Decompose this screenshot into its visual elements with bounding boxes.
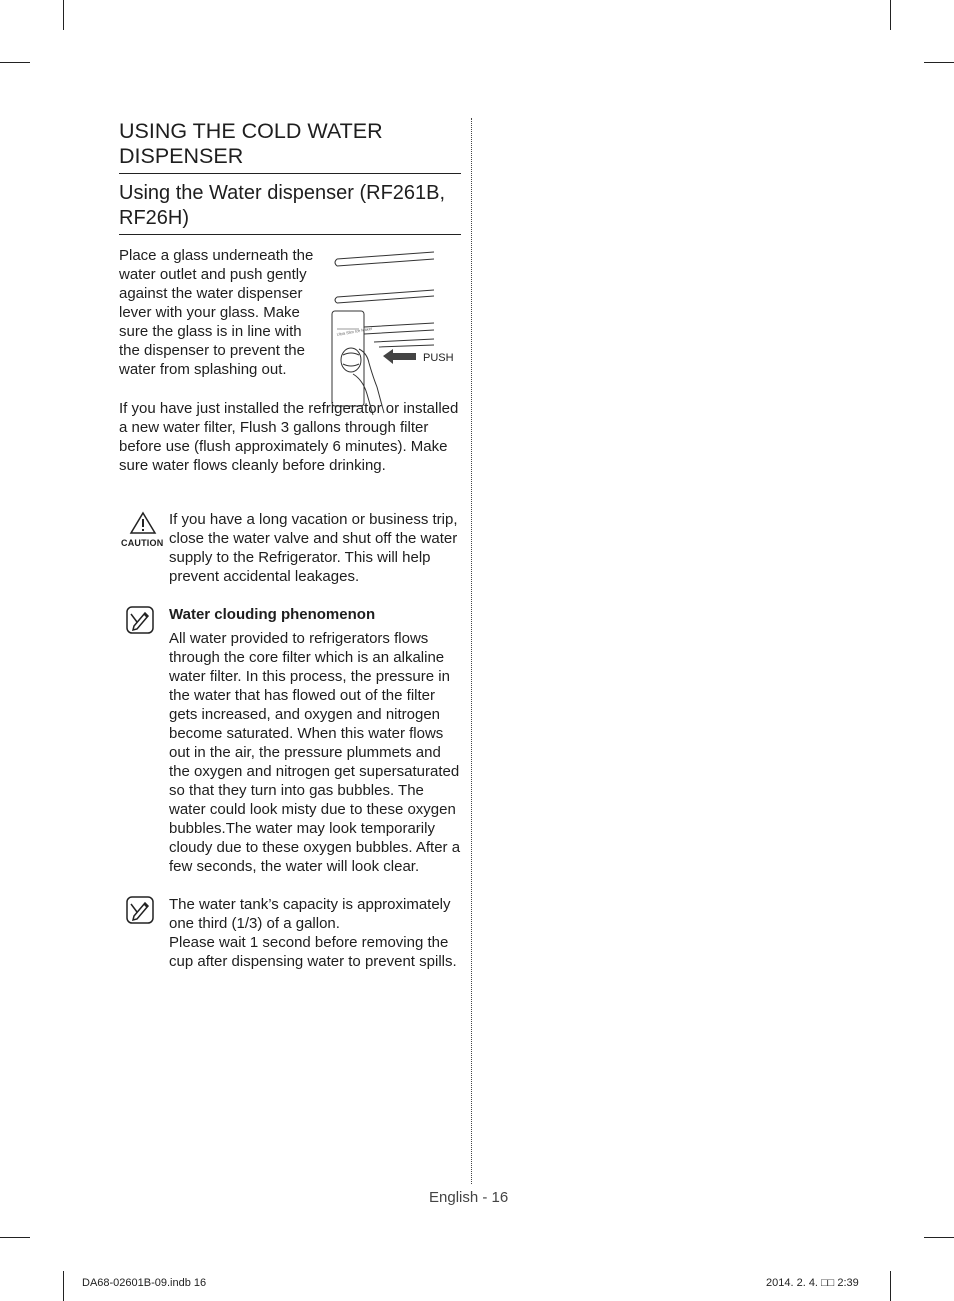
crop-mark [0, 1237, 30, 1238]
caution-label: CAUTION [121, 538, 164, 548]
crop-mark [63, 1271, 64, 1301]
crop-mark [890, 0, 891, 30]
crop-mark [890, 1271, 891, 1301]
footer-file-info: DA68-02601B-09.indb 16 [82, 1277, 207, 1289]
crop-mark [924, 1237, 954, 1238]
dispenser-drawing [329, 247, 469, 417]
column-divider [471, 118, 472, 1184]
panel-label: Ultra Slim Ice Maker [336, 325, 373, 337]
push-label: PUSH [423, 352, 454, 364]
intro-paragraph: Place a glass underneath the water outlet and push gently against the water dispenser lever with your glass. Make sure the glass is in line with the dispenser to prevent the water from splashing out. [119, 247, 314, 378]
crop-mark [0, 62, 30, 63]
left-column [119, 114, 461, 970]
caution-text: If you have a long vacation or business trip, close the water valve and shut off the water supply to the Refrigerator. This will help prevent accidental leakages. [169, 511, 458, 585]
crop-mark [63, 0, 64, 30]
note-title: Water clouding phenomenon [169, 606, 376, 623]
footer-timestamp: 2014. 2. 4. □□ 2:39 [766, 1277, 859, 1289]
note-pencil-icon [119, 605, 167, 645]
section-title: USING THE COLD WATER DISPENSER [119, 119, 461, 174]
caution-icon [119, 510, 167, 550]
push-arrow-icon [383, 349, 416, 364]
crop-mark [924, 62, 954, 63]
subsection-title: Using the Water dispenser (RF261B, RF26H) [119, 181, 461, 235]
note-pencil-icon [119, 895, 167, 935]
note-text: Please wait 1 second before removing the cup after dispensing water to prevent spills. [169, 934, 457, 970]
note-text: The water tank’s capacity is approximately one third (1/3) of a gallon. [169, 896, 451, 932]
flush-paragraph: If you have just installed the refrigerator or installed a new water filter, Flush 3 gallons through filter before use (flush approximately 6 minutes). Make sure water flows cleanly before drinking. [119, 400, 459, 474]
dispenser-illustration [329, 247, 469, 417]
page-number: English - 16 [429, 1189, 509, 1206]
note-text: All water provided to refrigerators flows through the core filter which is an alkaline water filter. In this process, the pressure in the water that has flowed out of the filter gets increased, and oxygen and nitrogen become saturated. When this water flows out in the air, the pressure plummets and the oxygen and nitrogen get supersaturated so that they turn into gas bubbles. The water could look misty due to these oxygen bubbles.The water may look temporarily cloudy due to these oxygen bubbles. After a few seconds, the water will look clear. [169, 630, 461, 875]
